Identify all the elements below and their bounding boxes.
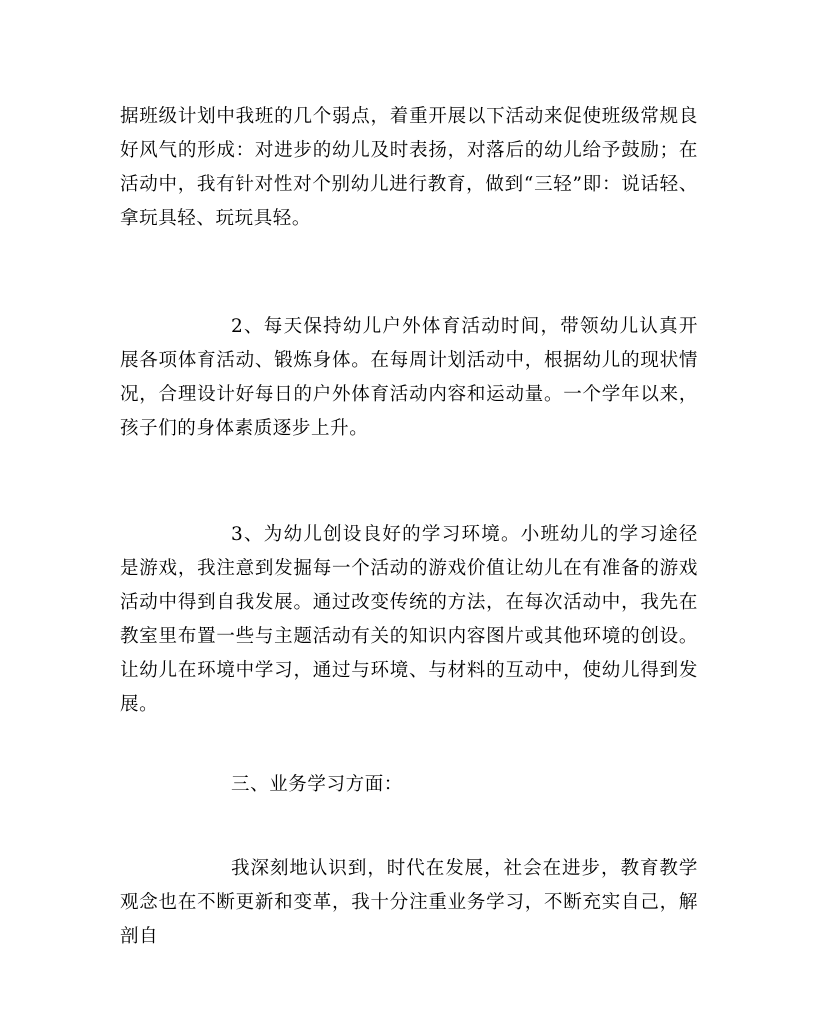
paragraph-learning-environment: 3、为幼儿创设良好的学习环境。小班幼儿的学习途径是游戏，我注意到发掘每一个活动的游戏价值让幼儿在有准备的游戏活动中得到自我发展。通过改变传统的方法，在每次活动中，我先在教室里布置一些与主题活动有关的知识内容图片或其他环境的创设。让幼儿在环境中学习，通过与环境、与材料的互动中，使幼儿得到发展。 [120,524,698,715]
paragraph-professional-study: 我深刻地认识到，时代在发展，社会在进步，教育教学观念也在不断更新和变革，我十分注重业务学习，不断充实自己，解剖自 [120,858,698,947]
paragraph-outdoor-sports: 2、每天保持幼儿户外体育活动时间，带领幼儿认真开展各项体育活动、锻炼身体。在每周计划活动中，根据幼儿的现状情况，合理设计好每日的户外体育活动内容和运动量。一个学年以来，孩子们的身体素质逐步上升。 [120,316,698,439]
paragraph-class-routine: 据班级计划中我班的几个弱点，着重开展以下活动来促使班级常规良好风气的形成：对进步的幼儿及时表扬，对落后的幼儿给予鼓励；在活动中，我有针对性对个别幼儿进行教育，做到“三轻”即：说话轻、拿玩具轻、玩玩具轻。 [120,106,698,229]
section-heading-professional-study: 三、业务学习方面： [231,774,403,795]
